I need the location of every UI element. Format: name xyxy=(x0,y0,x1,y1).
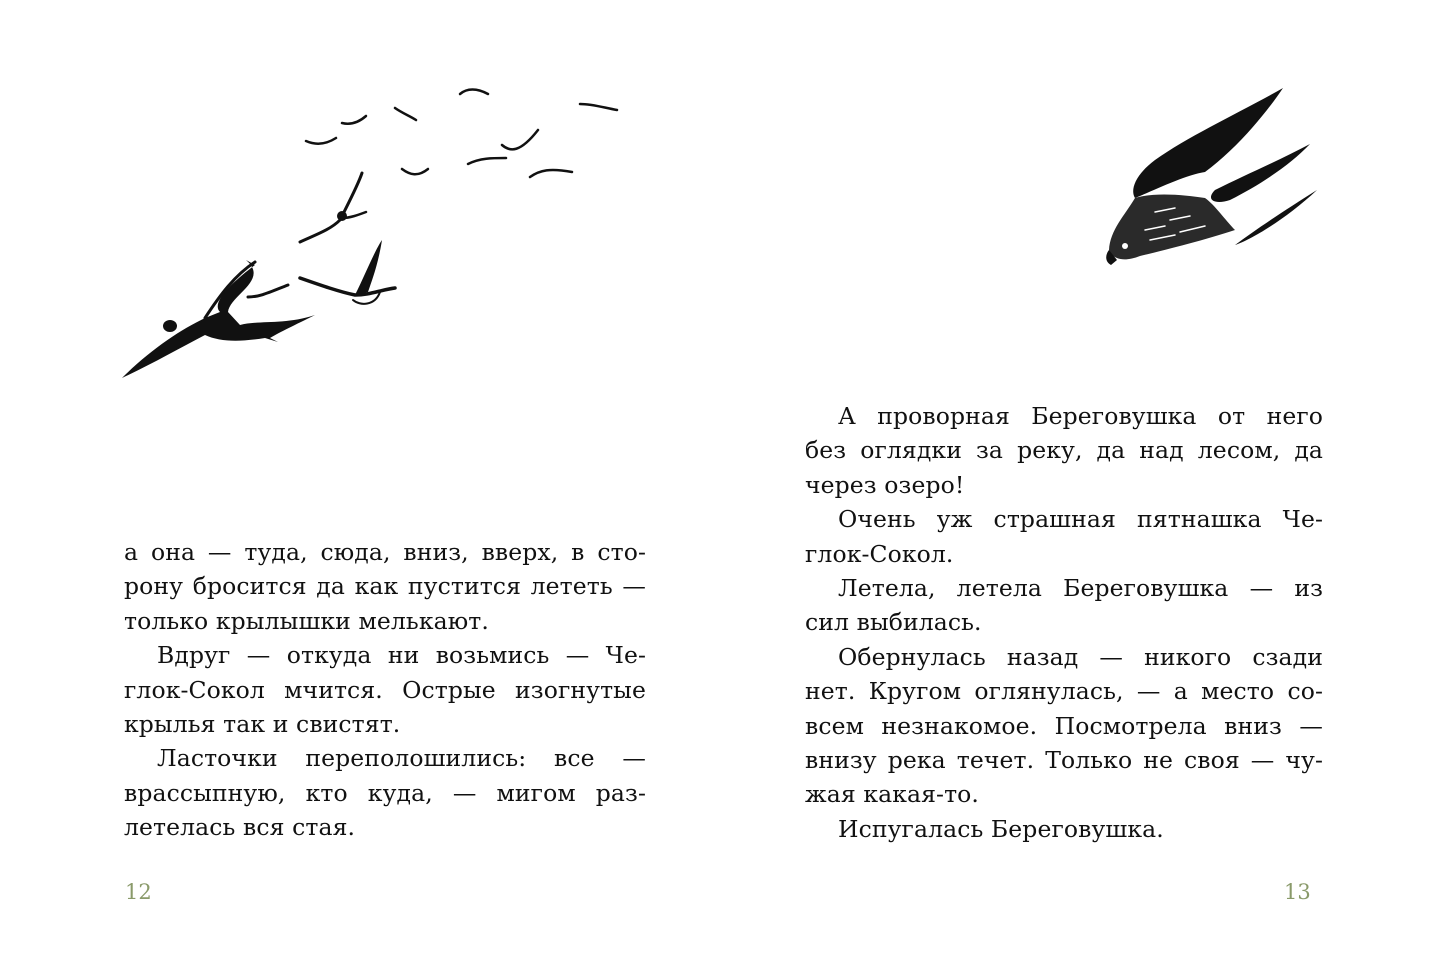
text-line: Испугалась Береговушка. xyxy=(838,814,1164,843)
text-line: глок-Сокол. xyxy=(805,539,954,568)
text-line: Ласточки переполошились: все — xyxy=(157,744,646,773)
page-number: 13 xyxy=(1284,880,1311,904)
text-line: крылья так и свистят. xyxy=(124,709,401,738)
text-line: Очень уж страшная пятнашка Че- xyxy=(838,505,1323,534)
flock-of-swallows-illustration xyxy=(110,80,660,400)
text-line: а она — туда, сюда, вниз, вверх, в сто- xyxy=(124,538,646,566)
text-line: врассыпную, кто куда, — мигом раз- xyxy=(124,778,646,807)
text-line: Вдруг — откуда ни возьмись — Че- xyxy=(157,641,646,670)
text-line: Летела, летела Береговушка — из xyxy=(838,573,1323,602)
text-line: нет. Кругом оглянулась, — а место со- xyxy=(805,677,1323,706)
right-page xyxy=(722,0,1445,963)
text-line: Обернулась назад — никого сзади xyxy=(838,642,1323,671)
text-line: без оглядки за реку, да над лесом, да xyxy=(805,436,1323,465)
text-line: сил выбилась. xyxy=(805,608,982,637)
text-line: рону бросится да как пустится лететь — xyxy=(124,572,646,601)
text-line: всем незнакомое. Посмотрела вниз — xyxy=(805,711,1323,740)
left-page-text xyxy=(124,535,646,845)
text-line: летелась вся стая. xyxy=(124,813,356,842)
diving-falcon-illustration xyxy=(1095,80,1325,280)
text-line: глок-Сокол мчится. Острые изогнутые xyxy=(124,675,646,704)
page-number: 12 xyxy=(125,880,152,904)
right-page-text xyxy=(805,399,1323,846)
left-page xyxy=(0,0,722,963)
text-line: только крылышки мелькают. xyxy=(124,606,489,635)
text-line: внизу река течет. Только не своя — чу- xyxy=(805,745,1323,774)
text-line: через озеро! xyxy=(805,470,965,499)
falcon-icon xyxy=(1095,80,1325,280)
text-line: жая какая-то. xyxy=(805,780,980,809)
swallows-icon xyxy=(110,80,660,400)
text-line: А проворная Береговушка от него xyxy=(838,402,1323,430)
